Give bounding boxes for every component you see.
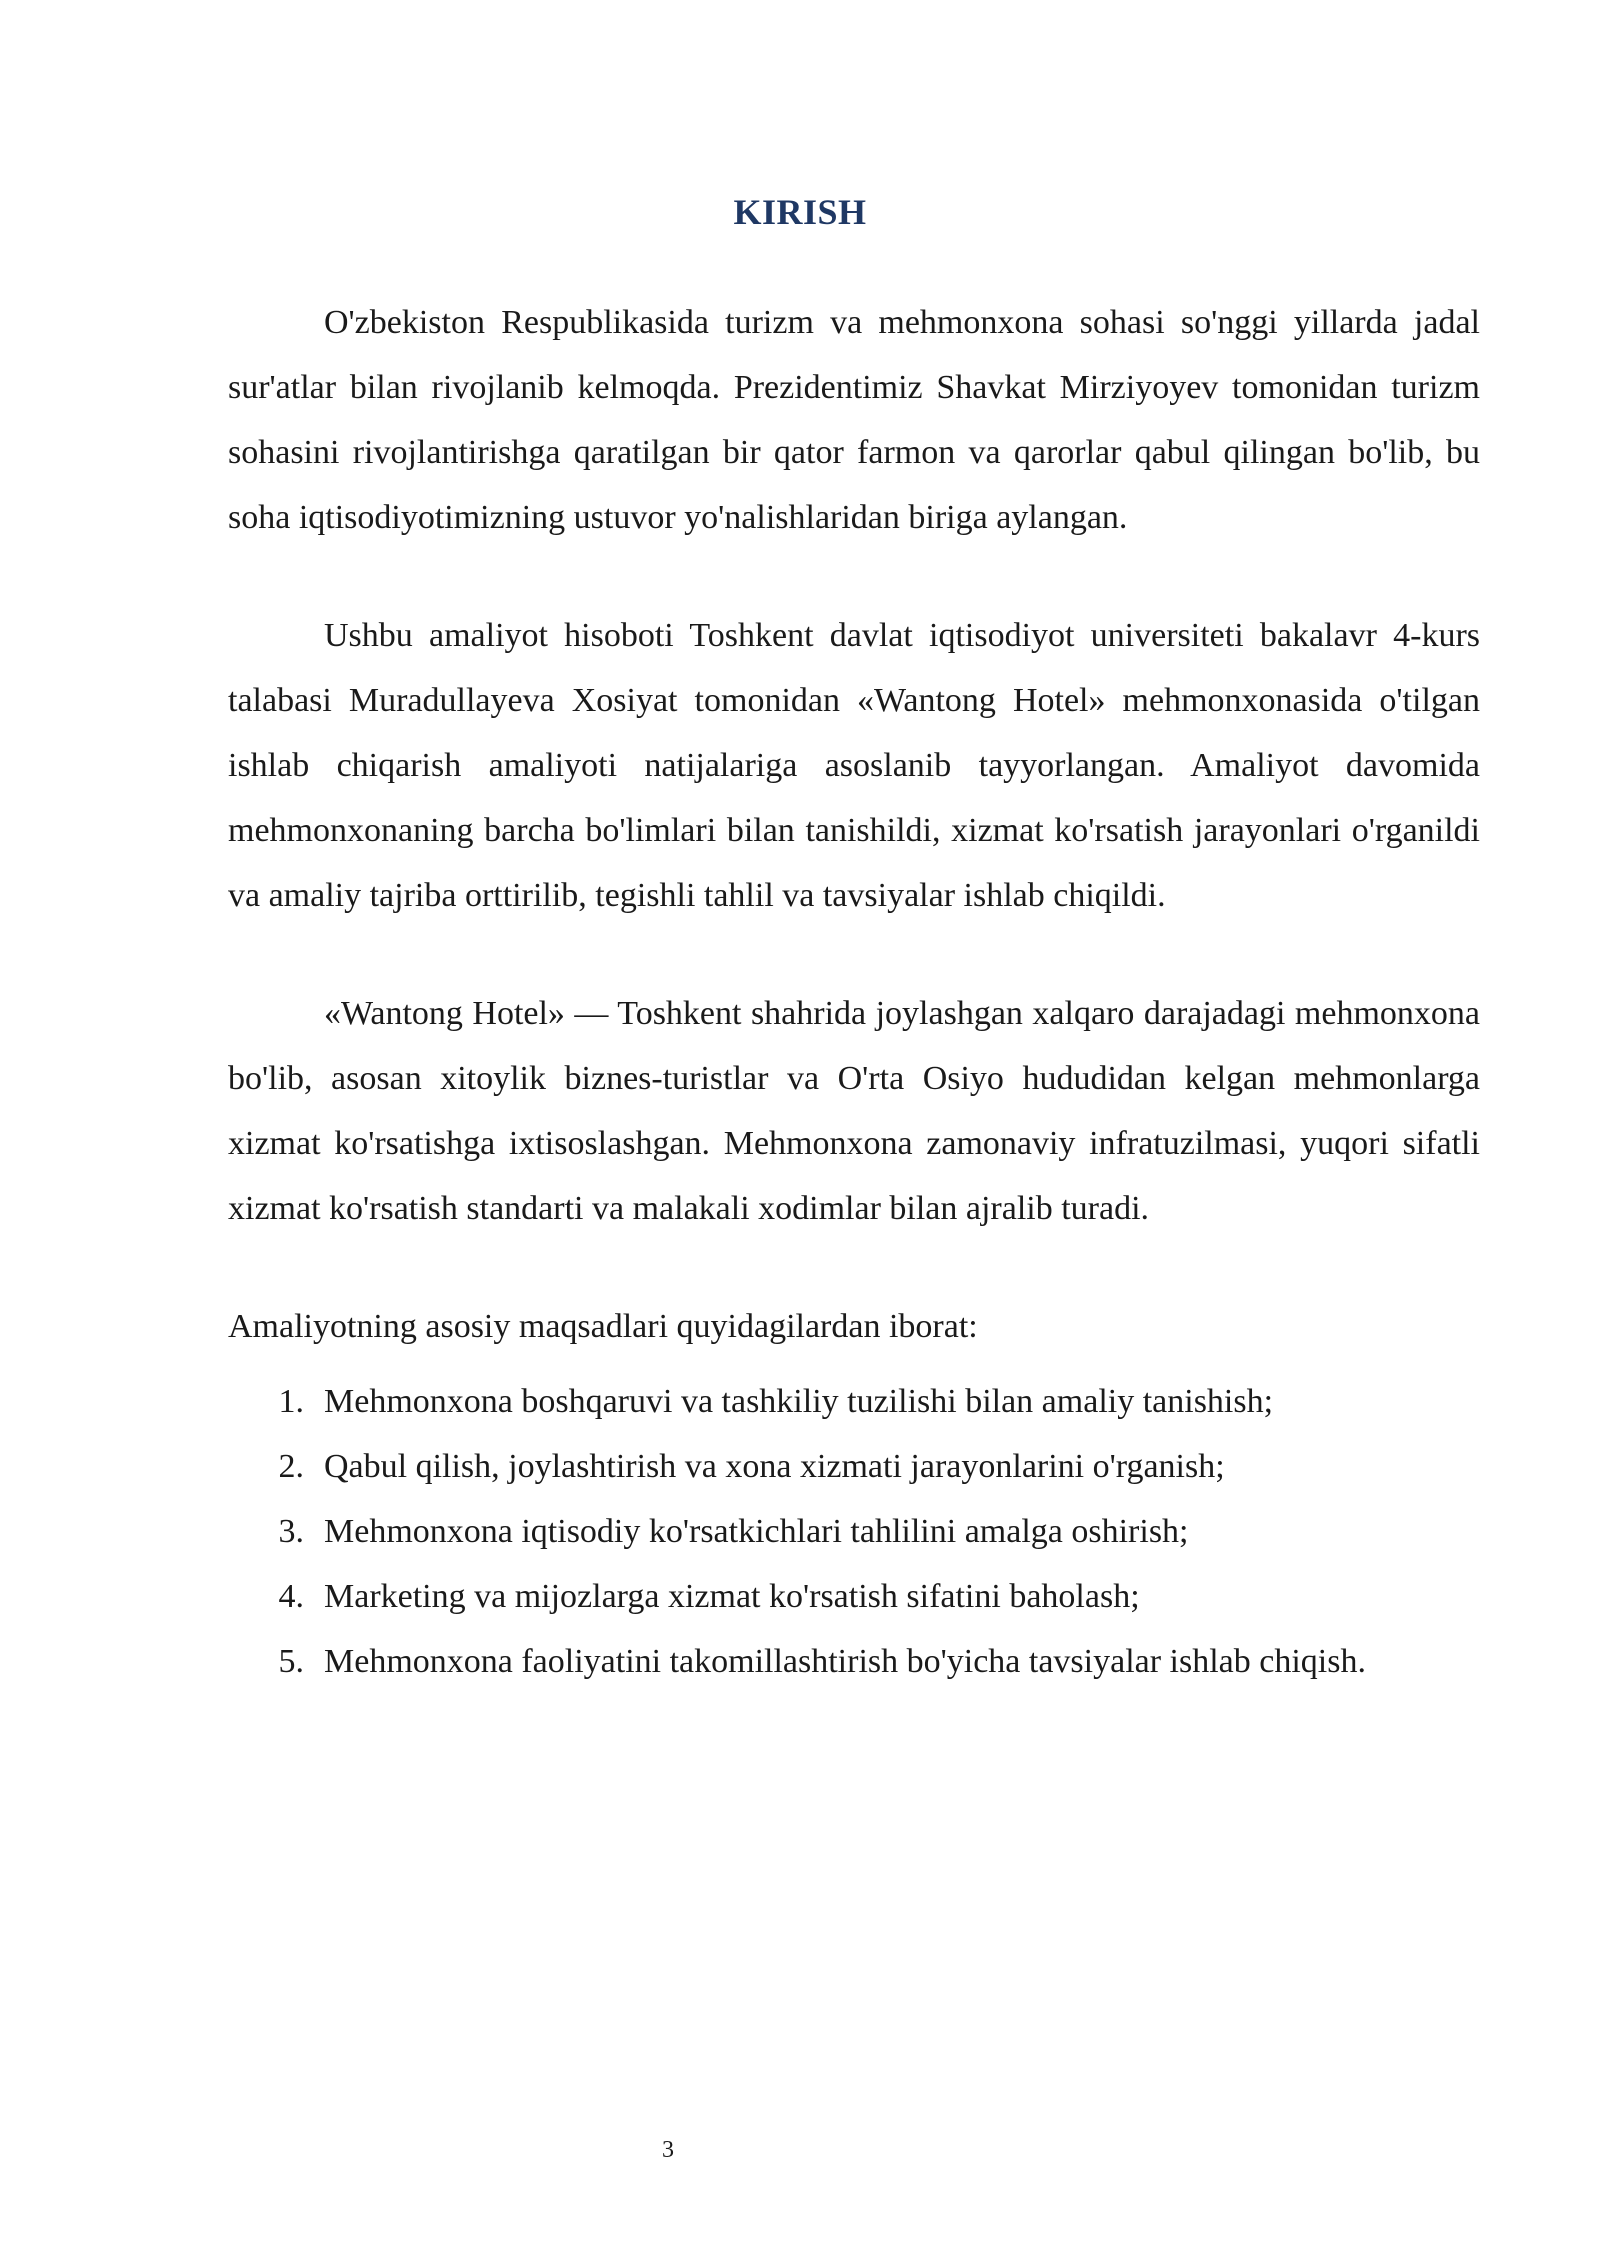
page-number: 3	[662, 2137, 674, 2163]
goal-number: 3.	[278, 1513, 304, 1550]
goal-text: Marketing va mijozlarga xizmat ko'rsatish sifatini baholash;	[324, 1578, 1140, 1615]
paragraph-report-purpose: Ushbu amaliyot hisoboti Toshkent davlat iqtisodiyot universiteti bakalavr 4-kurs talabasi Muradullayeva Xosiyat tomonidan «Wantong Hotel» mehmonxonasida o'tilgan ishlab chiqarish amaliyoti natijalariga asoslanib tayyorlangan. Amaliyot davomida mehmonxonaning barcha bo'limlari bilan tanishildi, xizmat ko'rsatish jarayonlari o'rganildi va amaliy tajriba orttirilib, tegishli tahlil va tavsiyalar ishlab chiqildi.	[228, 617, 1480, 914]
page-body	[228, 290, 1480, 1694]
goals-intro: Amaliyotning asosiy maqsadlari quyidagilardan iborat:	[228, 1308, 978, 1345]
paragraph-intro: O'zbekiston Respublikasida turizm va mehmonxona sohasi so'nggi yillarda jadal sur'atlar bilan rivojlanib kelmoqda. Prezidentimiz Shavkat Mirziyoyev tomonidan turizm sohasini rivojlantirishga qaratilgan bir qator farmon va qarorlar qabul qilingan bo'lib, bu soha iqtisodiyotimizning ustuvor yo'nalishlaridan biriga aylangan.	[228, 304, 1480, 536]
goal-number: 2.	[278, 1448, 304, 1485]
goal-number: 1.	[278, 1383, 304, 1420]
goal-item	[228, 1564, 1480, 1629]
goal-item	[228, 1369, 1480, 1434]
goal-text: Mehmonxona iqtisodiy ko'rsatkichlari tahlilini amalga oshirish;	[324, 1513, 1189, 1550]
section-heading: KIRISH	[733, 192, 867, 232]
goals-list	[228, 1369, 1480, 1694]
paragraph-hotel-description: «Wantong Hotel» — Toshkent shahrida joylashgan xalqaro darajadagi mehmonxona bo'lib, asosan xitoylik biznes-turistlar va O'rta Osiyo hududidan kelgan mehmonlarga xizmat ko'rsatishga ixtisoslashgan. Mehmonxona zamonaviy infratuzilmasi, yuqori sifatli xizmat ko'rsatish standarti va malakali xodimlar bilan ajralib turadi.	[228, 995, 1480, 1227]
goal-text: Qabul qilish, joylashtirish va xona xizmati jarayonlarini o'rganish;	[324, 1448, 1225, 1485]
goal-text: Mehmonxona boshqaruvi va tashkiliy tuzilishi bilan amaliy tanishish;	[324, 1383, 1274, 1420]
goal-number: 5.	[278, 1643, 304, 1680]
goal-item	[228, 1629, 1480, 1694]
goal-text: Mehmonxona faoliyatini takomillashtirish bo'yicha tavsiyalar ishlab chiqish.	[324, 1643, 1366, 1680]
goal-item	[228, 1499, 1480, 1564]
goal-item	[228, 1434, 1480, 1499]
goal-number: 4.	[278, 1578, 304, 1615]
